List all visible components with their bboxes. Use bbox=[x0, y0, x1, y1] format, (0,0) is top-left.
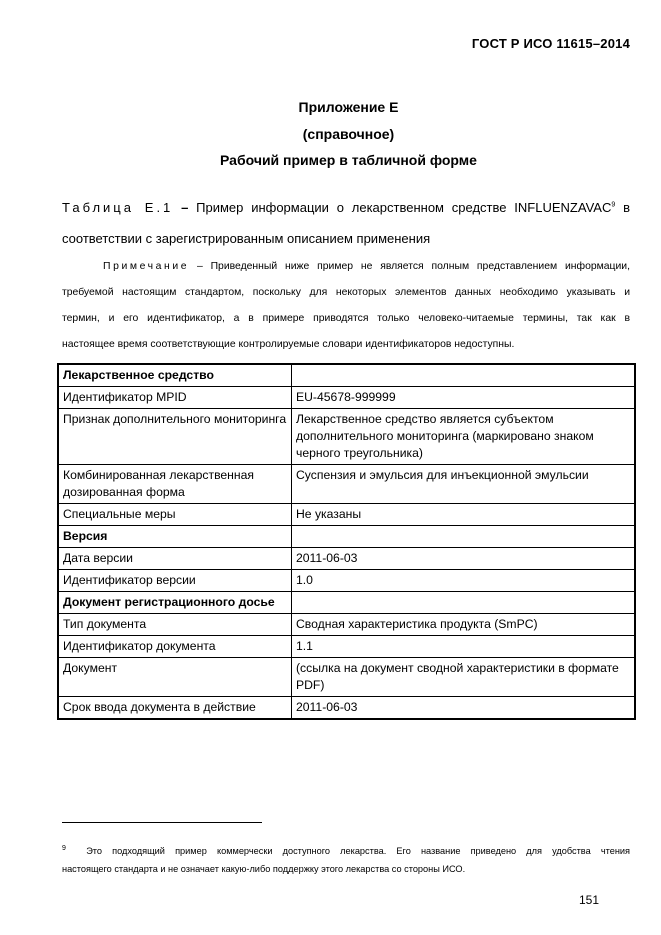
table-row bbox=[58, 387, 635, 409]
table-cell-label: Специальные меры bbox=[58, 504, 292, 526]
table-cell-label: Лекарственное средство bbox=[58, 364, 292, 387]
caption-label: Таблица Е.1 bbox=[62, 200, 174, 215]
note-line-1 bbox=[62, 254, 630, 280]
footnote bbox=[62, 842, 630, 878]
page-number: 151 bbox=[578, 893, 599, 907]
table-caption-line1 bbox=[62, 192, 630, 223]
table-row bbox=[58, 636, 635, 658]
table-section-row bbox=[58, 364, 635, 387]
table-row bbox=[58, 504, 635, 526]
table-cell-value: Лекарственное средство является субъектом дополнительного мониторинга (маркировано знаком черного треугольника) bbox=[292, 409, 636, 465]
note-block bbox=[62, 254, 630, 358]
footnote-number: 9 bbox=[62, 844, 66, 852]
standard-code: ГОСТ Р ИСО 11615–2014 bbox=[471, 36, 630, 51]
table-cell-label: Тип документа bbox=[58, 614, 292, 636]
table-cell-label: Идентификатор версии bbox=[58, 570, 292, 592]
table-caption-line2: соответствии с зарегистрированным описанием применения bbox=[62, 231, 431, 246]
table-cell-value: Суспензия и эмульсия для инъекционной эмульсии bbox=[292, 465, 636, 504]
caption-dash: – bbox=[181, 200, 189, 215]
caption-text-end: в bbox=[623, 200, 630, 215]
table-cell-label: Признак дополнительного мониторинга bbox=[58, 409, 292, 465]
table-cell-label: Идентификатор документа bbox=[58, 636, 292, 658]
table-cell-label: Версия bbox=[58, 526, 292, 548]
table-cell-value: Не указаны bbox=[292, 504, 636, 526]
table-row bbox=[58, 614, 635, 636]
appendix-subtitle: Рабочий пример в табличной форме bbox=[220, 152, 477, 168]
note-label: Примечание bbox=[103, 261, 190, 272]
note-line-3: термин, и его идентификатор, а в примере приводятся только человеко-читаемые термины, так как в bbox=[62, 313, 630, 324]
table-cell-value: EU-45678-999999 bbox=[292, 387, 636, 409]
footnote-reference: 9 bbox=[611, 201, 616, 209]
table-cell-label: Комбинированная лекарственная дозированная форма bbox=[58, 465, 292, 504]
table-cell-label: Документ bbox=[58, 658, 292, 697]
table-cell-value bbox=[292, 364, 636, 387]
footnote-line-2: настоящего стандарта и не означает какую-либо поддержку этого лекарства со стороны ИСО. bbox=[62, 864, 466, 874]
table-row bbox=[58, 409, 635, 465]
table-caption bbox=[62, 192, 630, 254]
footnote-line-1 bbox=[62, 842, 630, 860]
table-row bbox=[58, 658, 635, 697]
table-row bbox=[58, 697, 635, 720]
table-cell-value: 1.0 bbox=[292, 570, 636, 592]
footnote-divider bbox=[62, 822, 262, 823]
table-cell-value bbox=[292, 526, 636, 548]
table-section-row bbox=[58, 592, 635, 614]
note-line-4: настоящее время соответствующие контролируемые словари идентификаторов недоступны. bbox=[62, 339, 515, 350]
table-cell-label: Срок ввода документа в действие bbox=[58, 697, 292, 720]
table-cell-value bbox=[292, 592, 636, 614]
caption-text: Пример информации о лекарственном средстве INFLUENZAVAC bbox=[196, 200, 612, 215]
table-cell-label: Идентификатор MPID bbox=[58, 387, 292, 409]
note-line-2: требуемой настоящим стандартом, поскольку для некоторых элементов данных необходимо указывать и bbox=[62, 287, 630, 298]
table-cell-label: Дата версии bbox=[58, 548, 292, 570]
table-cell-value: (ссылка на документ сводной характеристики в формате PDF) bbox=[292, 658, 636, 697]
table-cell-value: Сводная характеристика продукта (SmPC) bbox=[292, 614, 636, 636]
table-cell-label: Документ регистрационного досье bbox=[58, 592, 292, 614]
appendix-title: Приложение Е bbox=[298, 99, 399, 115]
table-cell-value: 2011-06-03 bbox=[292, 548, 636, 570]
table-row bbox=[58, 570, 635, 592]
appendix-kind: (справочное) bbox=[302, 126, 395, 142]
table-cell-value: 1.1 bbox=[292, 636, 636, 658]
table-section-row bbox=[58, 526, 635, 548]
table-body bbox=[58, 364, 635, 719]
table-row bbox=[58, 465, 635, 504]
product-info-table bbox=[57, 363, 636, 720]
note-line-1-text: – Приведенный ниже пример не является полным представлением информации, bbox=[196, 261, 630, 272]
table-cell-value: 2011-06-03 bbox=[292, 697, 636, 720]
table-row bbox=[58, 548, 635, 570]
footnote-line-1-text: Это подходящий пример коммерчески доступного лекарства. Его название приведено для удобства чтения bbox=[86, 846, 631, 856]
